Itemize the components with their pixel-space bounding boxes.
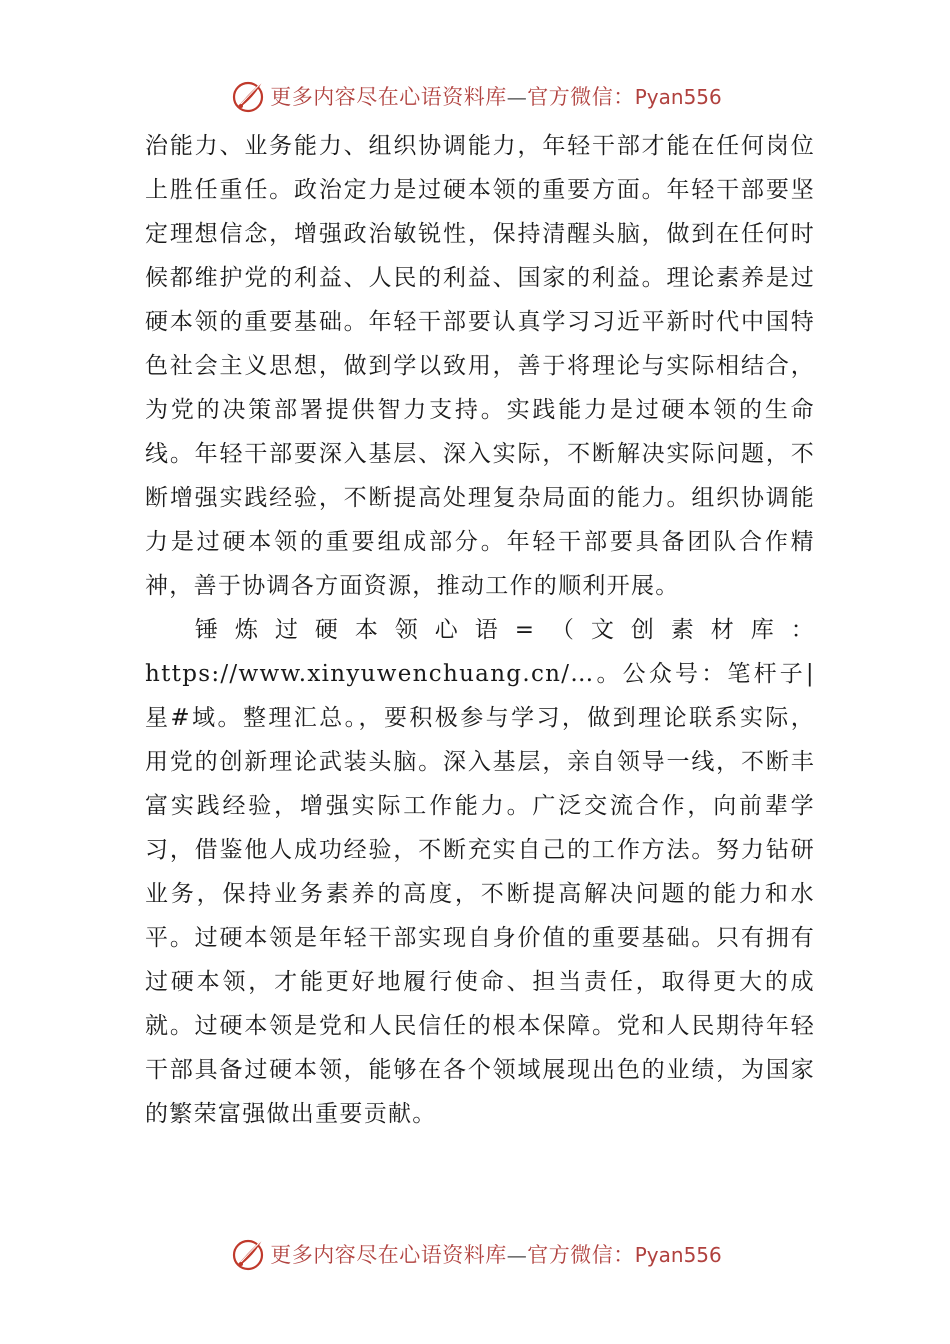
footer-banner-text: [270, 1239, 722, 1269]
banner-main-text: 更多内容尽在心语资料库: [270, 85, 507, 109]
header-banner-text: [270, 81, 722, 111]
banner-account-label: 官方微信：: [527, 85, 635, 109]
quill-logo-icon: [228, 1234, 268, 1274]
banner-separator: —: [506, 85, 528, 109]
footer-banner: [0, 1230, 950, 1278]
quill-logo-icon: [228, 76, 268, 116]
banner-account-id: Pyan556: [634, 85, 722, 109]
paragraph-1: 治能力、业务能力、组织协调能力，年轻干部才能在任何岗位上胜任重任。政治定力是过硬本领的重要方面。年轻干部要坚定理想信念，增强政治敏锐性，保持清醒头脑，做到在任何时候都维护党的利益、人民的利益、国家的利益。理论素养是过硬本领的重要基础。年轻干部要认真学习习近平新时代中国特色社会主义思想，做到学以致用，善于将理论与实际相结合，为党的决策部署提供智力支持。实践能力是过硬本领的生命线。年轻干部要深入基层、深入实际，不断解决实际问题，不断增强实践经验，不断提高处理复杂局面的能力。组织协调能力是过硬本领的重要组成部分。年轻干部要具备团队合作精神，善于协调各方面资源，推动工作的顺利开展。: [145, 133, 815, 599]
document-body: [145, 124, 815, 1136]
banner-separator: —: [506, 1243, 528, 1267]
paragraph-2: 锤炼过硬本领心语=（文创素材库：https://www.xinyuwenchuang.cn/…。公众号：笔杆子|星#域。整理汇总。，要积极参与学习，做到理论联系实际， 用党的创新理论武装头脑。深入基层，亲自领导一线，不断丰富实践经验，增强实际工作能力。广泛交流合作，向前辈学习，借鉴他人成功经验，不断充实自己的工作方法。努力钻研业务，保持业务素养的高度，不断提高解决问题的能力和水平。过硬本领是年轻干部实现自身价值的重要基础。只有拥有过硬本领，才能更好地履行使命、担当责任，取得更大的成就。过硬本领是党和人民信任的根本保障。党和人民期待年轻干部具备过硬本领，能够在各个领域展现出色的业绩，为国家的繁荣富强做出重要贡献。: [145, 617, 815, 1127]
banner-account-label: 官方微信：: [527, 1243, 635, 1267]
banner-account-id: Pyan556: [634, 1243, 722, 1267]
banner-main-text: 更多内容尽在心语资料库: [270, 1243, 507, 1267]
header-banner: [0, 72, 950, 120]
